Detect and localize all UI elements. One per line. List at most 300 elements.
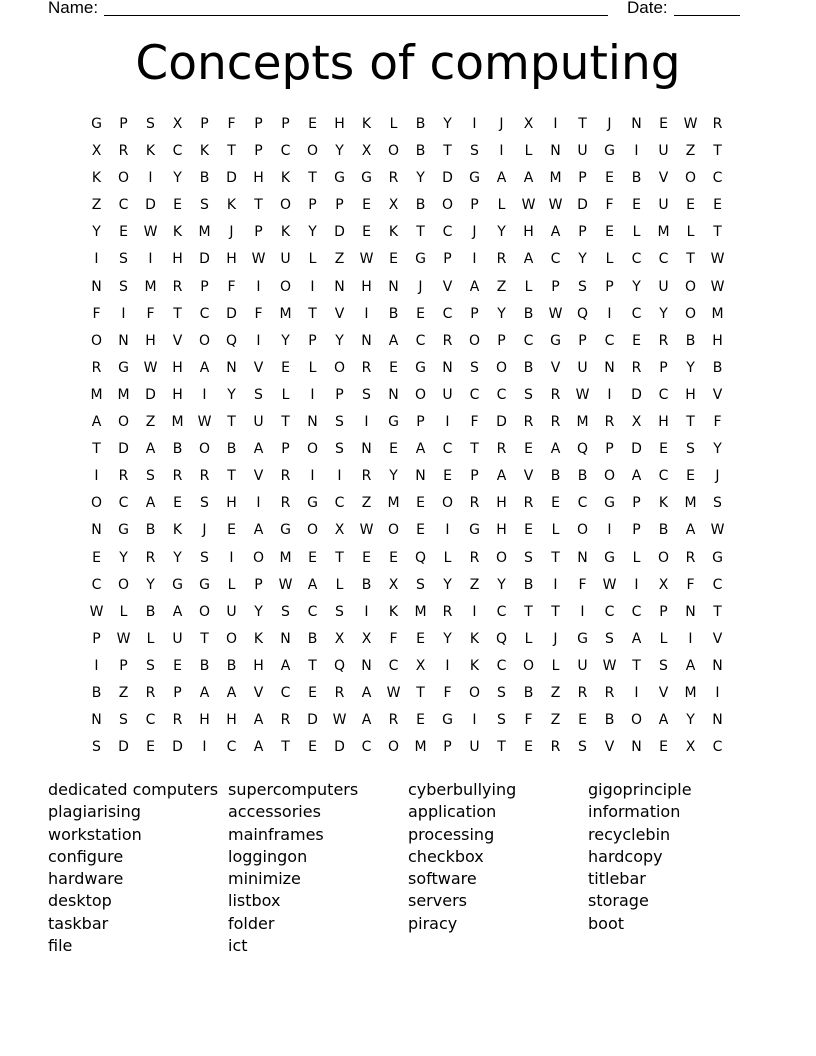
- grid-letter[interactable]: E: [524, 441, 533, 458]
- grid-letter[interactable]: I: [445, 414, 450, 431]
- grid-letter[interactable]: O: [630, 712, 643, 729]
- grid-letter[interactable]: T: [254, 197, 263, 214]
- grid-letter[interactable]: E: [524, 739, 533, 756]
- grid-letter[interactable]: E: [389, 251, 398, 268]
- grid-letter[interactable]: C: [658, 468, 669, 485]
- grid-letter[interactable]: O: [441, 495, 454, 512]
- grid-letter[interactable]: O: [117, 576, 130, 593]
- grid-letter[interactable]: R: [172, 712, 183, 729]
- grid-letter[interactable]: U: [577, 359, 588, 376]
- grid-letter[interactable]: R: [280, 712, 291, 729]
- grid-letter[interactable]: M: [414, 603, 427, 620]
- grid-letter[interactable]: W: [143, 224, 158, 241]
- grid-letter[interactable]: I: [607, 522, 612, 539]
- grid-letter[interactable]: V: [253, 468, 264, 485]
- grid-letter[interactable]: Y: [281, 332, 290, 349]
- grid-letter[interactable]: T: [497, 739, 506, 756]
- grid-letter[interactable]: N: [361, 657, 372, 674]
- grid-letter[interactable]: K: [145, 143, 156, 160]
- grid-letter[interactable]: E: [659, 116, 668, 132]
- grid-letter[interactable]: D: [145, 386, 156, 403]
- grid-letter[interactable]: P: [443, 251, 452, 268]
- grid-letter[interactable]: R: [523, 414, 534, 431]
- grid-letter[interactable]: N: [631, 116, 642, 132]
- grid-letter[interactable]: S: [659, 657, 668, 674]
- grid-letter[interactable]: Y: [632, 278, 641, 295]
- grid-letter[interactable]: T: [551, 549, 560, 566]
- grid-letter[interactable]: T: [227, 414, 236, 431]
- grid-letter[interactable]: O: [306, 441, 319, 458]
- grid-letter[interactable]: J: [418, 278, 423, 295]
- grid-letter[interactable]: E: [632, 332, 641, 349]
- grid-letter[interactable]: L: [551, 657, 560, 674]
- grid-letter[interactable]: D: [118, 739, 129, 756]
- grid-letter[interactable]: B: [199, 657, 210, 674]
- grid-letter[interactable]: H: [496, 522, 507, 539]
- grid-letter[interactable]: I: [445, 657, 450, 674]
- grid-letter[interactable]: A: [199, 359, 210, 376]
- grid-letter[interactable]: L: [686, 224, 695, 241]
- grid-letter[interactable]: H: [226, 251, 237, 268]
- grid-letter[interactable]: E: [119, 224, 128, 241]
- grid-letter[interactable]: S: [200, 197, 209, 214]
- grid-letter[interactable]: N: [361, 332, 372, 349]
- grid-letter[interactable]: H: [712, 332, 723, 349]
- grid-letter[interactable]: F: [524, 712, 533, 729]
- grid-letter[interactable]: I: [364, 603, 369, 620]
- grid-letter[interactable]: S: [254, 386, 263, 403]
- grid-letter[interactable]: X: [91, 143, 102, 160]
- grid-letter[interactable]: H: [253, 170, 264, 187]
- grid-letter[interactable]: H: [253, 657, 264, 674]
- grid-letter[interactable]: J: [202, 522, 207, 539]
- grid-letter[interactable]: P: [470, 197, 479, 214]
- grid-letter[interactable]: W: [521, 197, 536, 214]
- grid-letter[interactable]: G: [118, 522, 129, 539]
- grid-letter[interactable]: M: [711, 305, 724, 322]
- grid-letter[interactable]: T: [92, 441, 101, 458]
- grid-letter[interactable]: C: [469, 386, 480, 403]
- grid-letter[interactable]: O: [657, 549, 670, 566]
- grid-letter[interactable]: N: [91, 712, 102, 729]
- grid-letter[interactable]: N: [442, 359, 453, 376]
- grid-letter[interactable]: M: [171, 414, 184, 431]
- grid-letter[interactable]: Z: [334, 251, 345, 268]
- grid-letter[interactable]: E: [281, 359, 290, 376]
- grid-letter[interactable]: C: [442, 305, 453, 322]
- grid-letter[interactable]: T: [632, 657, 641, 674]
- grid-letter[interactable]: E: [686, 468, 695, 485]
- grid-letter[interactable]: T: [281, 414, 290, 431]
- grid-letter[interactable]: S: [119, 712, 128, 729]
- grid-letter[interactable]: Y: [713, 441, 722, 458]
- grid-letter[interactable]: A: [361, 684, 372, 701]
- grid-letter[interactable]: B: [415, 143, 426, 160]
- grid-letter[interactable]: A: [685, 522, 696, 539]
- grid-letter[interactable]: N: [361, 441, 372, 458]
- grid-letter[interactable]: D: [172, 739, 183, 756]
- grid-letter[interactable]: B: [226, 657, 237, 674]
- grid-letter[interactable]: D: [577, 197, 588, 214]
- grid-letter[interactable]: L: [227, 576, 236, 593]
- grid-letter[interactable]: I: [715, 684, 720, 701]
- grid-letter[interactable]: I: [202, 739, 207, 756]
- grid-letter[interactable]: U: [226, 603, 237, 620]
- grid-letter[interactable]: N: [577, 549, 588, 566]
- grid-letter[interactable]: I: [94, 468, 99, 485]
- grid-letter[interactable]: P: [659, 603, 668, 620]
- grid-letter[interactable]: I: [553, 116, 558, 132]
- grid-letter[interactable]: X: [172, 116, 183, 132]
- grid-letter[interactable]: S: [200, 549, 209, 566]
- grid-letter[interactable]: G: [280, 522, 291, 539]
- grid-letter[interactable]: R: [631, 359, 642, 376]
- grid-letter[interactable]: D: [118, 441, 129, 458]
- grid-letter[interactable]: Y: [497, 576, 506, 593]
- grid-letter[interactable]: D: [334, 739, 345, 756]
- grid-letter[interactable]: R: [550, 739, 561, 756]
- grid-letter[interactable]: U: [577, 657, 588, 674]
- grid-letter[interactable]: R: [442, 332, 453, 349]
- grid-letter[interactable]: A: [253, 712, 264, 729]
- grid-letter[interactable]: O: [306, 522, 319, 539]
- grid-letter[interactable]: K: [253, 630, 264, 647]
- grid-letter[interactable]: K: [469, 657, 480, 674]
- grid-letter[interactable]: C: [550, 251, 561, 268]
- grid-letter[interactable]: A: [496, 170, 507, 187]
- grid-letter[interactable]: S: [119, 251, 128, 268]
- grid-letter[interactable]: C: [442, 441, 453, 458]
- grid-letter[interactable]: D: [496, 414, 507, 431]
- grid-letter[interactable]: G: [334, 170, 345, 187]
- grid-letter[interactable]: M: [576, 414, 589, 431]
- grid-letter[interactable]: P: [632, 495, 641, 512]
- grid-letter[interactable]: R: [442, 603, 453, 620]
- grid-letter[interactable]: W: [116, 630, 131, 647]
- grid-letter[interactable]: N: [118, 332, 129, 349]
- grid-letter[interactable]: I: [472, 603, 477, 620]
- grid-letter[interactable]: V: [253, 359, 264, 376]
- grid-letter[interactable]: S: [686, 441, 695, 458]
- grid-letter[interactable]: Z: [550, 712, 561, 729]
- grid-letter[interactable]: L: [443, 549, 452, 566]
- grid-letter[interactable]: Y: [578, 251, 587, 268]
- grid-letter[interactable]: R: [145, 549, 156, 566]
- grid-letter[interactable]: K: [199, 143, 210, 160]
- grid-letter[interactable]: F: [227, 278, 236, 295]
- grid-letter[interactable]: J: [607, 116, 612, 132]
- grid-letter[interactable]: U: [469, 739, 480, 756]
- grid-letter[interactable]: O: [117, 170, 130, 187]
- grid-letter[interactable]: J: [715, 468, 720, 485]
- grid-letter[interactable]: W: [548, 305, 563, 322]
- grid-letter[interactable]: X: [334, 522, 345, 539]
- grid-letter[interactable]: R: [280, 468, 291, 485]
- grid-letter[interactable]: A: [307, 576, 318, 593]
- grid-letter[interactable]: C: [280, 684, 291, 701]
- grid-letter[interactable]: G: [199, 576, 210, 593]
- grid-letter[interactable]: S: [119, 278, 128, 295]
- grid-letter[interactable]: L: [308, 251, 317, 268]
- grid-letter[interactable]: A: [253, 441, 264, 458]
- grid-letter[interactable]: E: [686, 197, 695, 214]
- grid-letter[interactable]: E: [308, 549, 317, 566]
- grid-letter[interactable]: B: [550, 468, 561, 485]
- grid-letter[interactable]: O: [495, 359, 508, 376]
- grid-letter[interactable]: B: [523, 359, 534, 376]
- grid-letter[interactable]: T: [470, 441, 479, 458]
- grid-letter[interactable]: A: [415, 441, 426, 458]
- grid-letter[interactable]: W: [89, 603, 104, 620]
- grid-letter[interactable]: G: [469, 522, 480, 539]
- grid-letter[interactable]: C: [496, 386, 507, 403]
- grid-letter[interactable]: S: [335, 414, 344, 431]
- grid-letter[interactable]: T: [443, 143, 452, 160]
- grid-letter[interactable]: M: [684, 684, 697, 701]
- grid-letter[interactable]: R: [361, 359, 372, 376]
- grid-letter[interactable]: O: [387, 143, 400, 160]
- grid-letter[interactable]: V: [658, 684, 669, 701]
- grid-letter[interactable]: F: [713, 414, 722, 431]
- grid-letter[interactable]: O: [198, 441, 211, 458]
- grid-letter[interactable]: Y: [443, 630, 452, 647]
- grid-letter[interactable]: G: [604, 143, 615, 160]
- grid-letter[interactable]: T: [227, 468, 236, 485]
- grid-letter[interactable]: O: [198, 332, 211, 349]
- grid-letter[interactable]: E: [443, 468, 452, 485]
- grid-letter[interactable]: X: [658, 576, 669, 593]
- grid-letter[interactable]: X: [334, 630, 345, 647]
- grid-letter[interactable]: P: [308, 332, 317, 349]
- grid-letter[interactable]: C: [577, 495, 588, 512]
- grid-letter[interactable]: Z: [469, 576, 480, 593]
- grid-letter[interactable]: G: [469, 170, 480, 187]
- grid-letter[interactable]: I: [472, 251, 477, 268]
- grid-letter[interactable]: B: [712, 359, 723, 376]
- grid-letter[interactable]: T: [227, 143, 236, 160]
- grid-letter[interactable]: C: [712, 576, 723, 593]
- name-blank-line[interactable]: [104, 15, 608, 16]
- grid-letter[interactable]: A: [685, 657, 696, 674]
- grid-letter[interactable]: R: [118, 143, 129, 160]
- grid-letter[interactable]: K: [91, 170, 102, 187]
- grid-letter[interactable]: B: [307, 630, 318, 647]
- grid-letter[interactable]: H: [172, 359, 183, 376]
- grid-letter[interactable]: E: [389, 359, 398, 376]
- grid-letter[interactable]: C: [226, 739, 237, 756]
- grid-letter[interactable]: R: [523, 495, 534, 512]
- grid-letter[interactable]: M: [657, 224, 670, 241]
- grid-letter[interactable]: N: [388, 278, 399, 295]
- grid-letter[interactable]: W: [602, 576, 617, 593]
- grid-letter[interactable]: H: [145, 332, 156, 349]
- grid-letter[interactable]: E: [308, 116, 317, 132]
- grid-letter[interactable]: J: [499, 116, 504, 132]
- grid-letter[interactable]: I: [580, 603, 585, 620]
- grid-letter[interactable]: M: [684, 495, 697, 512]
- grid-letter[interactable]: K: [658, 495, 669, 512]
- grid-letter[interactable]: E: [416, 712, 425, 729]
- grid-letter[interactable]: B: [226, 441, 237, 458]
- grid-letter[interactable]: Y: [92, 224, 101, 241]
- grid-letter[interactable]: Y: [146, 576, 155, 593]
- grid-letter[interactable]: P: [632, 522, 641, 539]
- grid-letter[interactable]: C: [631, 305, 642, 322]
- grid-letter[interactable]: J: [229, 224, 234, 241]
- grid-letter[interactable]: T: [416, 684, 425, 701]
- grid-letter[interactable]: S: [524, 549, 533, 566]
- grid-letter[interactable]: C: [496, 603, 507, 620]
- grid-letter[interactable]: I: [337, 468, 342, 485]
- grid-letter[interactable]: I: [445, 522, 450, 539]
- grid-letter[interactable]: P: [119, 116, 128, 132]
- grid-letter[interactable]: E: [416, 522, 425, 539]
- grid-letter[interactable]: A: [550, 441, 561, 458]
- grid-letter[interactable]: C: [280, 143, 291, 160]
- grid-letter[interactable]: C: [604, 332, 615, 349]
- grid-letter[interactable]: E: [605, 170, 614, 187]
- grid-letter[interactable]: T: [281, 739, 290, 756]
- grid-letter[interactable]: I: [310, 278, 315, 295]
- grid-letter[interactable]: P: [254, 224, 263, 241]
- grid-letter[interactable]: R: [361, 468, 372, 485]
- grid-letter[interactable]: A: [388, 332, 399, 349]
- grid-letter[interactable]: M: [414, 739, 427, 756]
- grid-letter[interactable]: D: [226, 305, 237, 322]
- grid-letter[interactable]: G: [604, 549, 615, 566]
- grid-letter[interactable]: U: [658, 278, 669, 295]
- grid-letter[interactable]: P: [605, 441, 614, 458]
- grid-letter[interactable]: W: [359, 251, 374, 268]
- grid-letter[interactable]: R: [91, 359, 102, 376]
- grid-letter[interactable]: L: [119, 603, 128, 620]
- grid-letter[interactable]: T: [686, 251, 695, 268]
- grid-letter[interactable]: E: [173, 495, 182, 512]
- grid-letter[interactable]: K: [172, 522, 183, 539]
- grid-letter[interactable]: R: [604, 684, 615, 701]
- grid-letter[interactable]: K: [280, 224, 291, 241]
- grid-letter[interactable]: T: [524, 603, 533, 620]
- grid-letter[interactable]: Y: [227, 386, 236, 403]
- grid-letter[interactable]: P: [92, 630, 101, 647]
- grid-letter[interactable]: C: [631, 251, 642, 268]
- grid-letter[interactable]: I: [364, 414, 369, 431]
- grid-letter[interactable]: H: [199, 712, 210, 729]
- grid-letter[interactable]: S: [578, 739, 587, 756]
- grid-letter[interactable]: E: [524, 522, 533, 539]
- grid-letter[interactable]: R: [172, 278, 183, 295]
- grid-letter[interactable]: O: [90, 495, 103, 512]
- grid-letter[interactable]: B: [361, 576, 372, 593]
- grid-letter[interactable]: L: [605, 251, 614, 268]
- grid-letter[interactable]: E: [416, 630, 425, 647]
- grid-letter[interactable]: C: [91, 576, 102, 593]
- grid-letter[interactable]: A: [280, 657, 291, 674]
- grid-letter[interactable]: E: [389, 441, 398, 458]
- grid-letter[interactable]: Q: [576, 441, 589, 458]
- grid-letter[interactable]: C: [631, 603, 642, 620]
- grid-letter[interactable]: W: [710, 278, 725, 295]
- grid-letter[interactable]: B: [172, 441, 183, 458]
- grid-letter[interactable]: J: [553, 630, 558, 647]
- grid-letter[interactable]: N: [91, 522, 102, 539]
- grid-letter[interactable]: P: [254, 143, 263, 160]
- grid-letter[interactable]: R: [658, 332, 669, 349]
- grid-letter[interactable]: Z: [685, 143, 696, 160]
- grid-letter[interactable]: X: [415, 657, 426, 674]
- grid-letter[interactable]: R: [496, 251, 507, 268]
- grid-letter[interactable]: J: [472, 224, 477, 241]
- grid-letter[interactable]: P: [254, 576, 263, 593]
- grid-letter[interactable]: T: [551, 603, 560, 620]
- grid-letter[interactable]: A: [496, 468, 507, 485]
- grid-letter[interactable]: B: [145, 522, 156, 539]
- grid-letter[interactable]: G: [442, 712, 453, 729]
- grid-letter[interactable]: Y: [173, 549, 182, 566]
- grid-letter[interactable]: B: [199, 170, 210, 187]
- grid-letter[interactable]: R: [469, 495, 480, 512]
- grid-letter[interactable]: I: [499, 143, 504, 160]
- grid-letter[interactable]: I: [472, 116, 477, 132]
- grid-letter[interactable]: R: [388, 712, 399, 729]
- grid-letter[interactable]: I: [634, 576, 639, 593]
- grid-letter[interactable]: O: [90, 332, 103, 349]
- grid-letter[interactable]: S: [92, 739, 101, 756]
- grid-letter[interactable]: S: [335, 603, 344, 620]
- grid-letter[interactable]: C: [712, 739, 723, 756]
- grid-letter[interactable]: O: [117, 414, 130, 431]
- grid-letter[interactable]: R: [118, 468, 129, 485]
- grid-letter[interactable]: I: [364, 305, 369, 322]
- grid-letter[interactable]: E: [416, 305, 425, 322]
- grid-letter[interactable]: K: [361, 116, 372, 132]
- grid-letter[interactable]: Y: [497, 224, 506, 241]
- grid-letter[interactable]: Q: [414, 549, 427, 566]
- grid-letter[interactable]: E: [551, 495, 560, 512]
- grid-letter[interactable]: I: [256, 332, 261, 349]
- grid-letter[interactable]: C: [604, 603, 615, 620]
- grid-letter[interactable]: P: [308, 197, 317, 214]
- grid-letter[interactable]: O: [387, 522, 400, 539]
- grid-letter[interactable]: G: [415, 359, 426, 376]
- grid-letter[interactable]: Y: [335, 143, 344, 160]
- grid-letter[interactable]: F: [92, 305, 101, 322]
- grid-letter[interactable]: V: [172, 332, 183, 349]
- grid-letter[interactable]: W: [575, 386, 590, 403]
- grid-letter[interactable]: W: [710, 251, 725, 268]
- grid-letter[interactable]: Z: [361, 495, 372, 512]
- grid-letter[interactable]: C: [172, 143, 183, 160]
- grid-letter[interactable]: B: [145, 603, 156, 620]
- grid-letter[interactable]: M: [549, 170, 562, 187]
- grid-letter[interactable]: P: [470, 305, 479, 322]
- grid-letter[interactable]: A: [523, 251, 534, 268]
- grid-letter[interactable]: B: [523, 576, 534, 593]
- grid-letter[interactable]: Y: [443, 576, 452, 593]
- grid-letter[interactable]: P: [416, 414, 425, 431]
- grid-letter[interactable]: L: [146, 630, 155, 647]
- grid-letter[interactable]: Y: [335, 332, 344, 349]
- grid-letter[interactable]: Q: [576, 305, 589, 322]
- grid-letter[interactable]: A: [145, 441, 156, 458]
- grid-letter[interactable]: U: [577, 143, 588, 160]
- grid-letter[interactable]: P: [497, 332, 506, 349]
- grid-letter[interactable]: B: [523, 305, 534, 322]
- grid-letter[interactable]: P: [281, 116, 290, 132]
- grid-letter[interactable]: R: [145, 684, 156, 701]
- grid-letter[interactable]: S: [524, 386, 533, 403]
- grid-letter[interactable]: H: [172, 251, 183, 268]
